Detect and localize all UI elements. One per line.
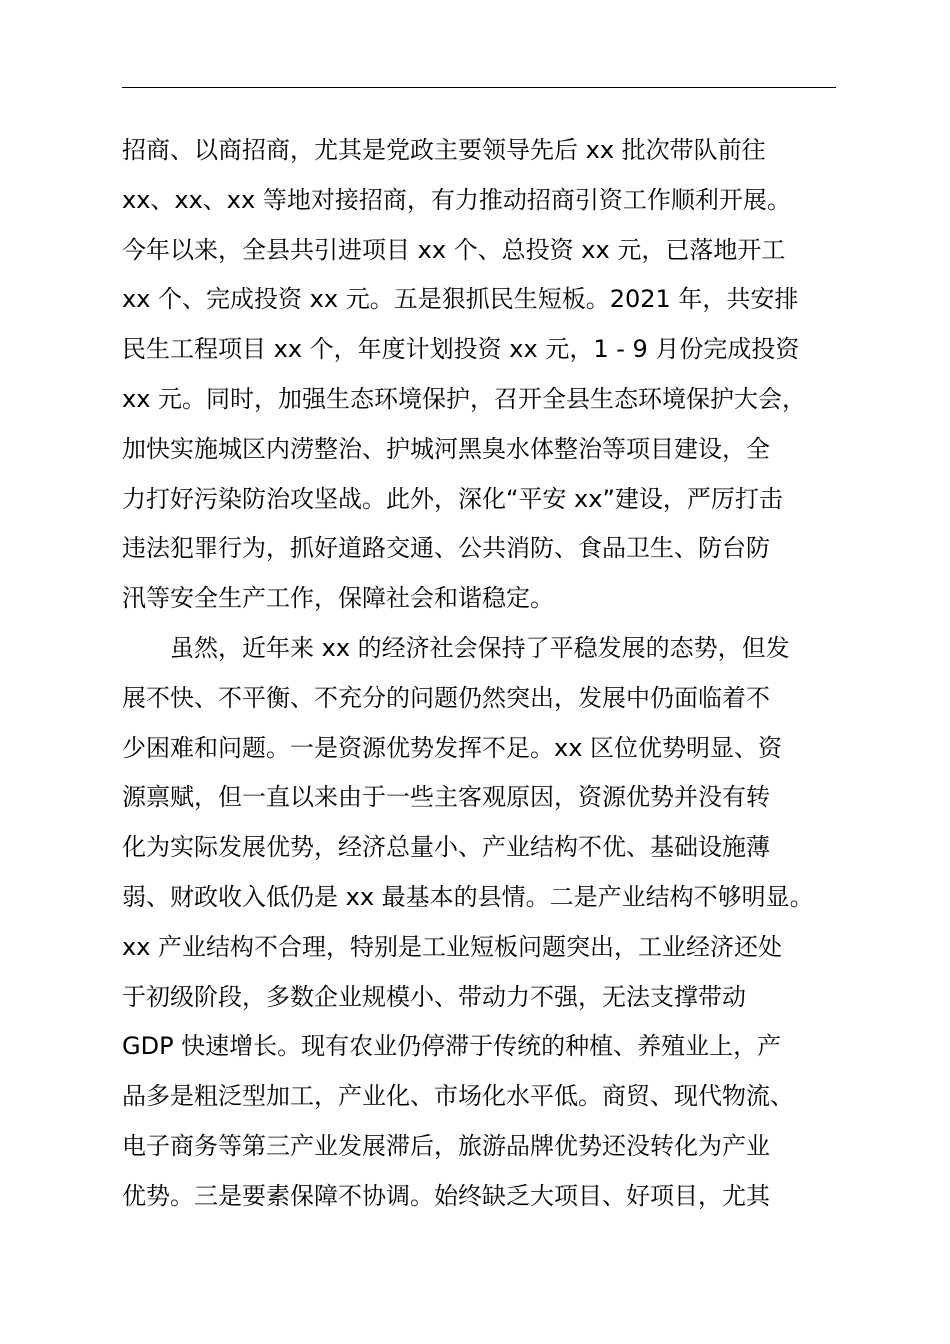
text-line: 电子商务等第三产业发展滞后，旅游品牌优势还没转化为产业 <box>122 1131 770 1160</box>
text-line: 化为实际发展优势，经济总量小、产业结构不优、基础设施薄 <box>122 833 770 862</box>
text-line: xx 个、完成投资 xx 元。五是狠抓民生短板。2021 年，共安排 <box>122 285 799 314</box>
text-line: 弱、财政收入低仍是 xx 最基本的县情。二是产业结构不够明显。 <box>122 882 814 911</box>
text-line: 违法犯罪行为，抓好道路交通、公共消防、食品卫生、防台防 <box>122 534 770 563</box>
text-line: 品多是粗泛型加工，产业化、市场化水平低。商贸、现代物流、 <box>122 1082 794 1111</box>
text-line: 力打好污染防治攻坚战。此外，深化“平安 xx”建设，严厉打击 <box>122 484 783 513</box>
text-line: 民生工程项目 xx 个，年度计划投资 xx 元，1 - 9 月份完成投资 <box>122 335 800 364</box>
text-line: xx、xx、xx 等地对接招商，有力推动招商引资工作顺利开展。 <box>122 185 791 214</box>
text-line: 虽然，近年来 xx 的经济社会保持了平稳发展的态势，但发 <box>122 633 790 662</box>
text-line: xx 元。同时，加强生态环境保护，召开全县生态环境保护大会， <box>122 384 807 413</box>
text-line: xx 产业结构不合理，特别是工业短板问题突出，工业经济还处 <box>122 932 783 961</box>
text-line: 于初级阶段，多数企业规模小、带动力不强，无法支撑带动 <box>122 982 746 1011</box>
text-line: 今年以来，全县共引进项目 xx 个、总投资 xx 元，已落地开工 <box>122 235 786 264</box>
body-text <box>122 126 882 1222</box>
text-line: 汛等安全生产工作，保障社会和谐稳定。 <box>122 584 554 613</box>
text-line: 少困难和问题。一是资源优势发挥不足。xx 区位优势明显、资 <box>122 733 783 762</box>
text-line: 招商、以商招商，尤其是党政主要领导先后 xx 批次带队前往 <box>122 136 766 164</box>
text-line: GDP 快速增长。现有农业仍停滞于传统的种植、养殖业上，产 <box>122 1032 782 1061</box>
text-line: 加快实施城区内涝整治、护城河黑臭水体整治等项目建设，全 <box>122 434 770 463</box>
text-line: 展不快、不平衡、不充分的问题仍然突出，发展中仍面临着不 <box>122 683 770 712</box>
header-rule <box>122 87 836 88</box>
text-line: 源禀赋，但一直以来由于一些主客观原因，资源优势并没有转 <box>122 783 770 812</box>
text-line: 优势。三是要素保障不协调。始终缺乏大项目、好项目，尤其 <box>122 1181 770 1210</box>
